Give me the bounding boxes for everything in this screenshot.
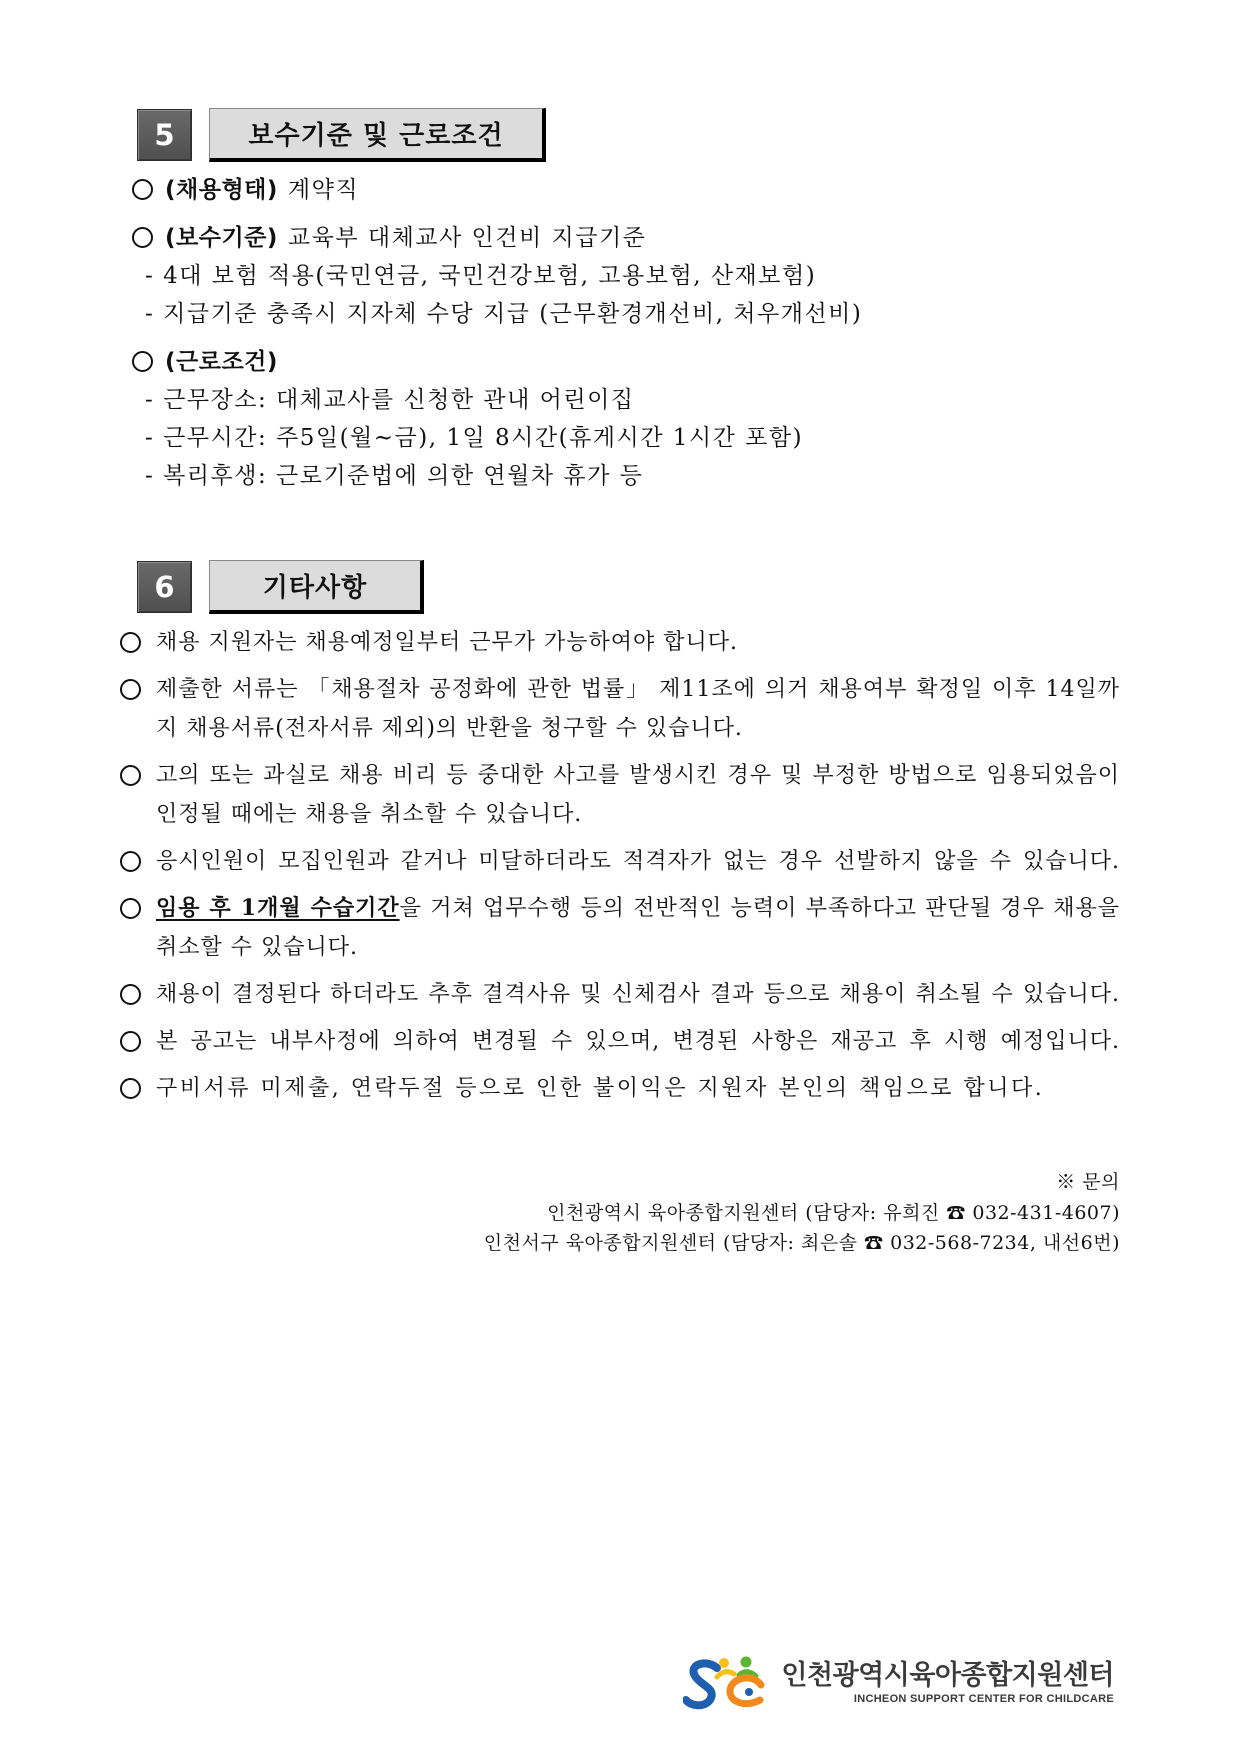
notice-text: 본 공고는 내부사정에 의하여 변경될 수 있으며, 변경된 사항은 재공고 후 시행 예정입니다. — [156, 1029, 1120, 1054]
notice-text: 고의 또는 과실로 채용 비리 등 중대한 사고를 발생시킨 경우 및 부정한 방법으로 임용되었음이 인정될 때에는 채용을 취소할 수 있습니다. — [156, 763, 1120, 827]
allowance-sub-item: - 지급기준 충족시 지자체 수당 지급 (근무환경개선비, 처우개선비) — [145, 301, 863, 327]
notice-text: 채용이 결정된다 하더라도 추후 결격사유 및 신체검사 결과 등으로 채용이 취소될 수 있습니다. — [156, 982, 1120, 1007]
circle-bullet-icon — [120, 1031, 141, 1052]
item-label: (채용형태) — [165, 177, 278, 203]
circle-bullet-icon — [120, 679, 141, 700]
notice-text: 응시인원이 모집인원과 같거나 미달하더라도 적격자가 없는 경우 선발하지 않을 수 있습니다. — [156, 849, 1120, 874]
section-6-title: 기타사항 — [209, 560, 424, 614]
notice-item — [156, 975, 1120, 1014]
notice-item — [156, 889, 1120, 967]
insurance-sub-item: - 4대 보험 적용(국민연금, 국민건강보험, 고용보험, 산재보험) — [145, 263, 817, 289]
notice-item — [156, 670, 1120, 748]
logo-subtitle: INCHEON SUPPORT CENTER FOR CHILDCARE — [853, 1692, 1114, 1705]
employment-type-item — [0, 171, 1120, 209]
notice-item — [156, 1022, 1120, 1061]
notice-text: 을 거쳐 업무수행 등의 전반적인 능력이 부족하다고 판단될 경우 채용을 취소할 수 있습니다. — [156, 896, 1120, 960]
notice-item — [156, 1069, 1120, 1108]
notice-item — [156, 842, 1120, 881]
workplace-sub-item: - 근무장소: 대체교사를 신청한 관내 어린이집 — [145, 387, 635, 413]
footer-logo — [683, 1654, 1114, 1710]
working-hours-sub-item: - 근무시간: 주5일(월~금), 1일 8시간(휴게시간 1시간 포함) — [145, 425, 804, 451]
circle-bullet-icon — [120, 851, 141, 872]
item-value: 교육부 대체교사 인건비 지급기준 — [287, 225, 647, 251]
item-label: (보수기준) — [165, 225, 278, 251]
circle-bullet-icon — [132, 227, 153, 248]
circle-bullet-icon — [120, 632, 141, 653]
notice-text: 제출한 서류는 「채용절차 공정화에 관한 법률」 제11조에 의거 채용여부 확정일 이후 14일까지 채용서류(전자서류 제외)의 반환을 청구할 수 있습니다. — [156, 677, 1120, 741]
working-conditions-item — [0, 343, 1120, 381]
contact-line: 인천광역시 육아종합지원센터 (담당자: 유희진 ☎ 032-431-4607) — [547, 1201, 1120, 1224]
section-6-number-box: 6 — [137, 561, 192, 613]
circle-bullet-icon — [132, 351, 153, 372]
probation-emphasis: 임용 후 1개월 수습기간 — [156, 895, 400, 921]
item-value: 계약직 — [287, 177, 360, 203]
notice-text: 구비서류 미제출, 연락두절 등으로 인한 불이익은 지원자 본인의 책임으로 합니다. — [156, 1076, 1045, 1101]
notice-item — [156, 756, 1120, 834]
circle-bullet-icon — [120, 898, 141, 919]
pay-standard-item — [0, 219, 1120, 257]
logo-text — [781, 1659, 1114, 1706]
welfare-sub-item: - 복리후생: 근로기준법에 의한 연월차 휴가 등 — [145, 463, 644, 489]
circle-bullet-icon — [120, 1078, 141, 1099]
circle-bullet-icon — [132, 179, 153, 200]
section-5-body — [0, 171, 1120, 495]
section-5-title: 보수기준 및 근로조건 — [209, 108, 546, 162]
section-6-body — [156, 623, 1120, 1108]
notice-item — [156, 623, 1120, 662]
notice-text: 채용 지원자는 채용예정일부터 근무가 가능하여야 합니다. — [156, 630, 739, 655]
circle-bullet-icon — [120, 984, 141, 1005]
item-label: (근로조건) — [165, 349, 278, 375]
contact-line: 인천서구 육아종합지원센터 (담당자: 최은솔 ☎ 032-568-7234, 내선6번) — [483, 1232, 1120, 1254]
circle-bullet-icon — [120, 765, 141, 786]
logo-name: 인천광역시육아종합지원센터 — [781, 1659, 1114, 1691]
contact-heading: ※ 문의 — [1056, 1171, 1120, 1193]
contact-block — [360, 1167, 1120, 1259]
center-logo-icon — [683, 1654, 767, 1710]
section-5-number-box: 5 — [137, 109, 192, 161]
